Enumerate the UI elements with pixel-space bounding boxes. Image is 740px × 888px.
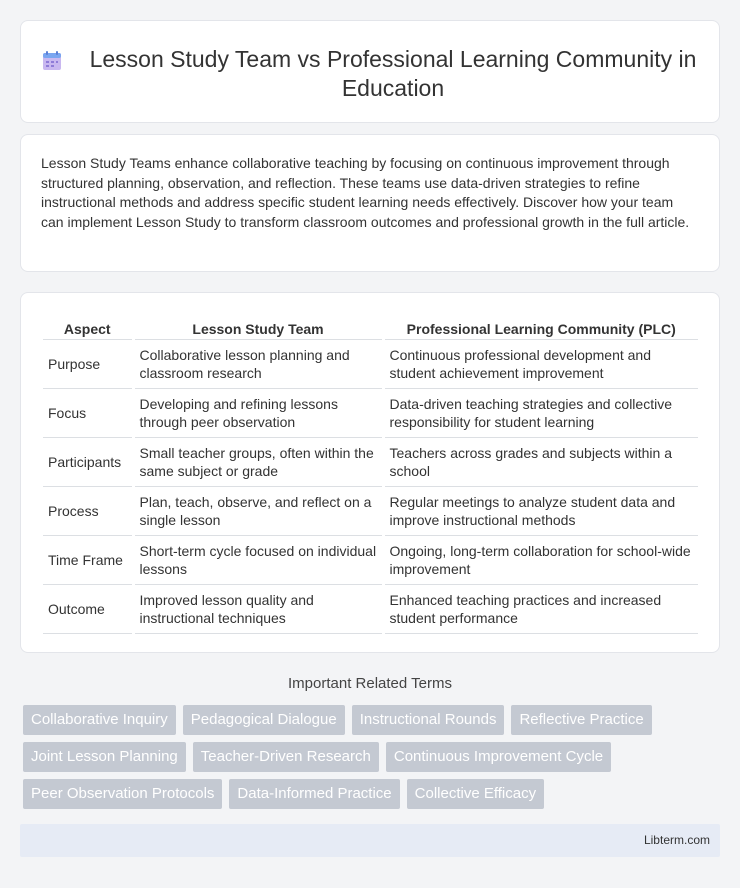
header-lesson-study-team: Lesson Study Team — [133, 313, 383, 339]
related-term-tag[interactable]: Pedagogical Dialogue — [183, 705, 345, 735]
table-row — [43, 388, 698, 437]
footer — [20, 824, 720, 857]
table-row — [43, 437, 698, 486]
related-term-tag[interactable]: Collective Efficacy — [407, 779, 544, 809]
document-icon — [41, 50, 63, 72]
related-terms-title: Important Related Terms — [288, 675, 452, 692]
related-term-tag[interactable]: Teacher-Driven Research — [193, 742, 379, 772]
related-terms-list — [23, 705, 723, 809]
aspect-cell: Process — [43, 486, 133, 535]
plc-cell: Continuous professional development and student achievement improvement — [383, 339, 698, 388]
aspect-cell: Time Frame — [43, 535, 133, 584]
related-term-tag[interactable]: Continuous Improvement Cycle — [386, 742, 611, 772]
related-term-tag[interactable]: Data-Informed Practice — [229, 779, 399, 809]
table-row — [43, 339, 698, 388]
table-row — [43, 535, 698, 584]
related-term-tag[interactable]: Collaborative Inquiry — [23, 705, 176, 735]
lesson-study-cell: Short-term cycle focused on individual lessons — [133, 535, 383, 584]
lesson-study-cell: Developing and refining lessons through peer observation — [133, 388, 383, 437]
related-term-tag[interactable]: Joint Lesson Planning — [23, 742, 186, 772]
lesson-study-cell: Small teacher groups, often within the same subject or grade — [133, 437, 383, 486]
title-wrap — [21, 21, 719, 103]
plc-cell: Enhanced teaching practices and increased student performance — [383, 584, 698, 633]
related-term-tag[interactable]: Peer Observation Protocols — [23, 779, 222, 809]
plc-cell: Ongoing, long-term collaboration for school-wide improvement — [383, 535, 698, 584]
intro-card — [20, 134, 720, 272]
lesson-study-cell: Improved lesson quality and instructional techniques — [133, 584, 383, 633]
intro-paragraph: Lesson Study Teams enhance collaborative teaching by focusing on continuous improvement through structured planning, observation, and reflection. These teams use data-driven strategies to refine instructional methods and address specific student learning needs effectively. Discover how your team can implement Lesson Study to transform classroom outcomes and professional growth in the full article. — [41, 155, 690, 230]
aspect-cell: Participants — [43, 437, 133, 486]
lesson-study-cell: Plan, teach, observe, and reflect on a single lesson — [133, 486, 383, 535]
site-link[interactable]: Libterm.com — [643, 833, 710, 847]
table-row — [43, 486, 698, 535]
aspect-cell: Purpose — [43, 339, 133, 388]
title-card — [20, 20, 720, 123]
table-row — [43, 584, 698, 633]
header-plc: Professional Learning Community (PLC) — [383, 313, 698, 339]
comparison-card — [20, 292, 720, 653]
header-aspect: Aspect — [43, 313, 133, 339]
plc-cell: Data-driven teaching strategies and collective responsibility for student learning — [383, 388, 698, 437]
table-header-row — [43, 313, 698, 339]
lesson-study-cell: Collaborative lesson planning and classroom research — [133, 339, 383, 388]
aspect-cell: Focus — [43, 388, 133, 437]
comparison-table — [43, 313, 698, 634]
related-term-tag[interactable]: Reflective Practice — [511, 705, 651, 735]
aspect-cell: Outcome — [43, 584, 133, 633]
related-term-tag[interactable]: Instructional Rounds — [352, 705, 505, 735]
page-title: Lesson Study Team vs Professional Learning Community in Education — [89, 46, 697, 101]
plc-cell: Regular meetings to analyze student data and improve instructional methods — [383, 486, 698, 535]
plc-cell: Teachers across grades and subjects within a school — [383, 437, 698, 486]
